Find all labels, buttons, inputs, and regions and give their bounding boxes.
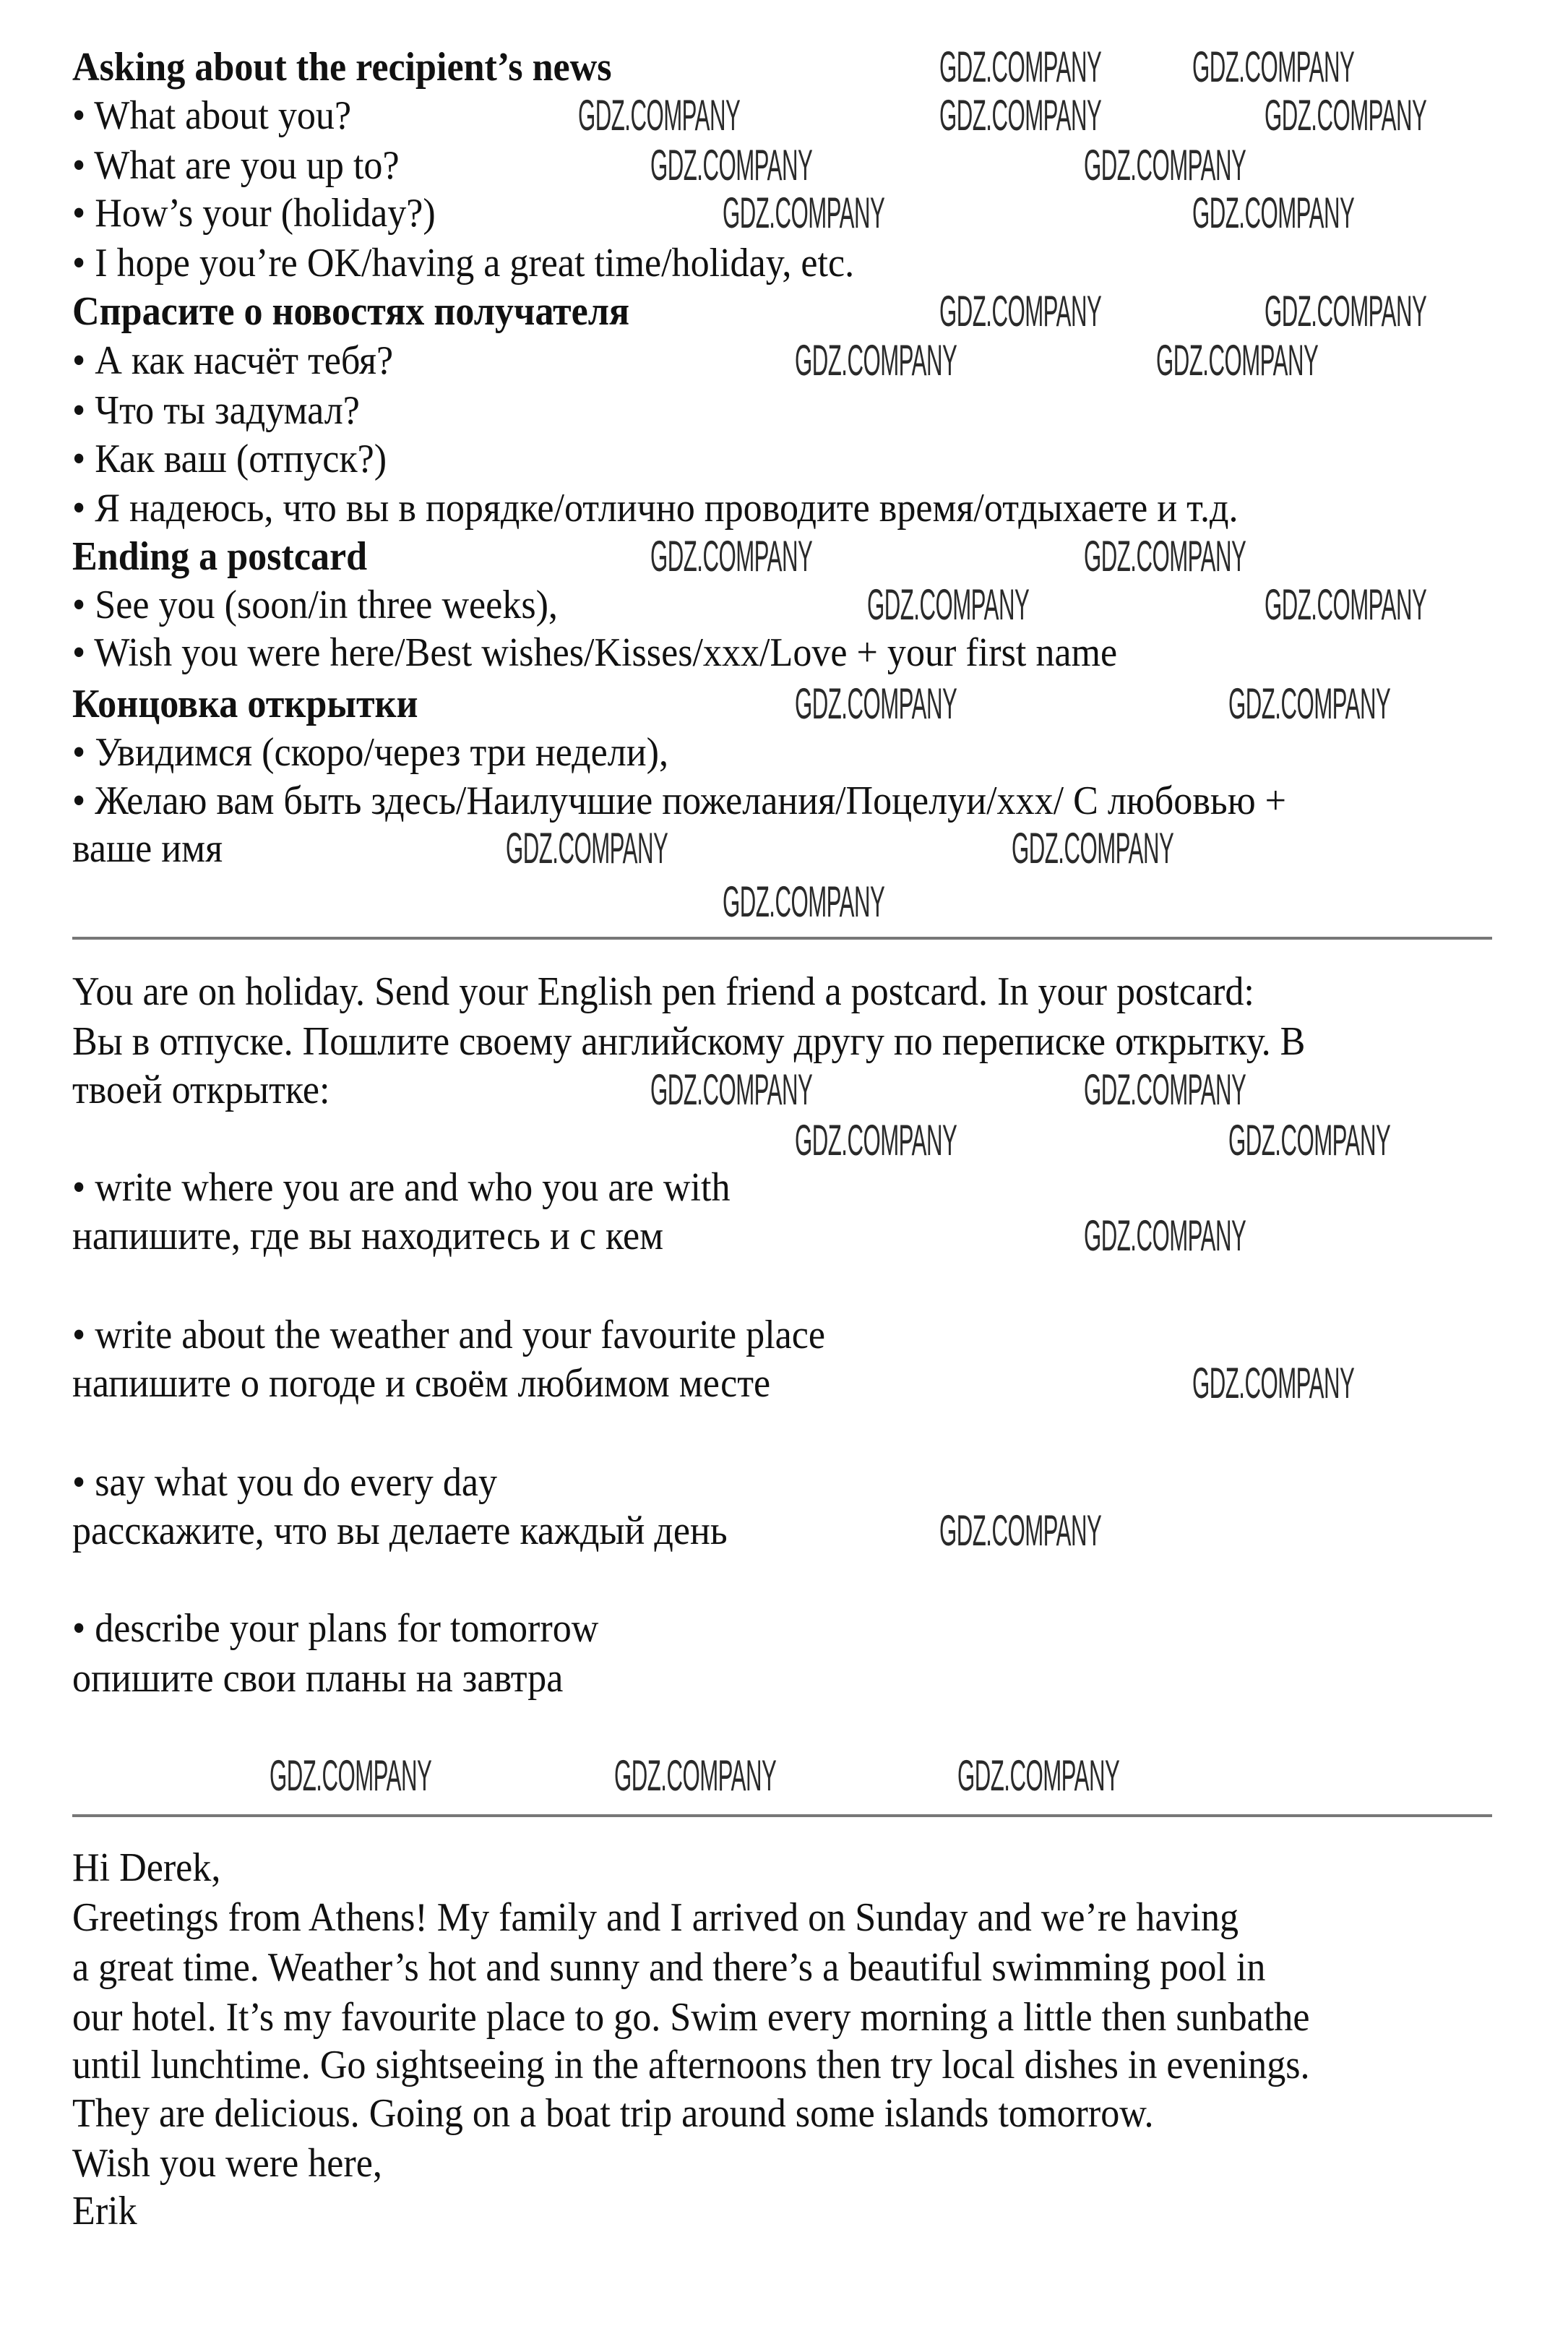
divider bbox=[72, 937, 1492, 940]
task-point-en: • write where you are and who you are with bbox=[72, 1165, 731, 1210]
list-item: • What about you? bbox=[72, 93, 352, 138]
watermark: GDZ.COMPANY bbox=[939, 43, 1102, 91]
list-item: • What are you up to? bbox=[72, 143, 400, 188]
watermark: GDZ.COMPANY bbox=[867, 580, 1030, 629]
watermark: GDZ.COMPANY bbox=[957, 1751, 1120, 1800]
watermark: GDZ.COMPANY bbox=[270, 1751, 432, 1800]
list-item: • А как насчёт тебя? bbox=[72, 338, 394, 383]
task-point-ru: расскажите, что вы делаете каждый день bbox=[72, 1508, 728, 1553]
postcard-line: our hotel. It’s my favourite place to go. Swim every morning a little then sunbathe bbox=[72, 1995, 1310, 2040]
task-intro-ru: твоей открытке: bbox=[72, 1068, 330, 1112]
watermark: GDZ.COMPANY bbox=[1265, 580, 1427, 629]
postcard-line: They are delicious. Going on a boat trip around some islands tomorrow. bbox=[72, 2091, 1154, 2136]
task-intro-ru: Вы в отпуске. Пошлите своему английскому другу по переписке открытку. В bbox=[72, 1019, 1306, 1064]
list-item: • I hope you’re OK/having a great time/holiday, etc. bbox=[72, 241, 855, 286]
heading-asking-news: Asking about the recipient’s news bbox=[72, 45, 612, 90]
task-point-ru: напишите, где вы находитесь и с кем bbox=[72, 1214, 664, 1258]
list-item: • Я надеюсь, что вы в порядке/отлично проводите время/отдыхаете и т.д. bbox=[72, 486, 1239, 531]
watermark: GDZ.COMPANY bbox=[1228, 679, 1391, 728]
watermark: GDZ.COMPANY bbox=[939, 91, 1102, 140]
watermark: GDZ.COMPANY bbox=[795, 1116, 957, 1164]
task-point-ru: опишите свои планы на завтра bbox=[72, 1656, 564, 1701]
task-point-en: • say what you do every day bbox=[72, 1460, 498, 1505]
list-item: • Как ваш (отпуск?) bbox=[72, 437, 387, 481]
watermark: GDZ.COMPANY bbox=[1192, 43, 1355, 91]
postcard-line: Greetings from Athens! My family and I arrived on Sunday and we’re having bbox=[72, 1895, 1239, 1940]
list-item: ваше имя bbox=[72, 826, 223, 871]
watermark: GDZ.COMPANY bbox=[723, 877, 885, 926]
watermark: GDZ.COMPANY bbox=[1192, 189, 1355, 237]
divider bbox=[72, 1814, 1492, 1817]
watermark: GDZ.COMPANY bbox=[795, 679, 957, 728]
list-item: • Wish you were here/Best wishes/Kisses/xxx/Love + your first name bbox=[72, 630, 1118, 675]
watermark: GDZ.COMPANY bbox=[1084, 141, 1246, 189]
watermark: GDZ.COMPANY bbox=[1156, 336, 1319, 385]
watermark: GDZ.COMPANY bbox=[650, 141, 813, 189]
list-item: • Увидимся (скоро/через три недели), bbox=[72, 730, 668, 775]
list-item: • Желаю вам быть здесь/Наилучшие пожелания/Поцелуи/xxx/ С любовью + bbox=[72, 778, 1286, 823]
watermark: GDZ.COMPANY bbox=[578, 91, 741, 140]
heading-ending: Ending a postcard bbox=[72, 534, 368, 579]
watermark: GDZ.COMPANY bbox=[939, 1506, 1102, 1555]
postcard-closing: Wish you were here, bbox=[72, 2141, 382, 2186]
task-point-en: • describe your plans for tomorrow bbox=[72, 1606, 599, 1651]
heading-ru-ending: Концовка открытки bbox=[72, 682, 418, 726]
watermark: GDZ.COMPANY bbox=[1084, 532, 1246, 580]
task-point-ru: напишите о погоде и своём любимом месте bbox=[72, 1361, 771, 1406]
watermark: GDZ.COMPANY bbox=[1084, 1065, 1246, 1114]
list-item: • How’s your (holiday?) bbox=[72, 191, 436, 236]
watermark: GDZ.COMPANY bbox=[1012, 824, 1174, 872]
postcard-line: until lunchtime. Go sightseeing in the afternoons then try local dishes in evenings. bbox=[72, 2043, 1310, 2087]
task-point-en: • write about the weather and your favourite place bbox=[72, 1313, 826, 1357]
heading-ru-news: Спрасите о новостях получателя bbox=[72, 289, 630, 334]
watermark: GDZ.COMPANY bbox=[795, 336, 957, 385]
list-item: • See you (soon/in three weeks), bbox=[72, 583, 558, 627]
list-item: • Что ты задумал? bbox=[72, 388, 360, 433]
watermark: GDZ.COMPANY bbox=[1265, 287, 1427, 335]
watermark: GDZ.COMPANY bbox=[939, 287, 1102, 335]
watermark: GDZ.COMPANY bbox=[1192, 1359, 1355, 1407]
watermark: GDZ.COMPANY bbox=[614, 1751, 777, 1800]
watermark: GDZ.COMPANY bbox=[1265, 91, 1427, 140]
postcard-signature: Erik bbox=[72, 2189, 137, 2233]
watermark: GDZ.COMPANY bbox=[650, 1065, 813, 1114]
postcard-greeting: Hi Derek, bbox=[72, 1845, 221, 1890]
watermark: GDZ.COMPANY bbox=[723, 189, 885, 237]
watermark: GDZ.COMPANY bbox=[1228, 1116, 1391, 1164]
watermark: GDZ.COMPANY bbox=[506, 824, 668, 872]
postcard-line: a great time. Weather’s hot and sunny and there’s a beautiful swimming pool in bbox=[72, 1945, 1266, 1990]
watermark: GDZ.COMPANY bbox=[1084, 1211, 1246, 1260]
task-intro-en: You are on holiday. Send your English pen friend a postcard. In your postcard: bbox=[72, 969, 1254, 1014]
watermark: GDZ.COMPANY bbox=[650, 532, 813, 580]
